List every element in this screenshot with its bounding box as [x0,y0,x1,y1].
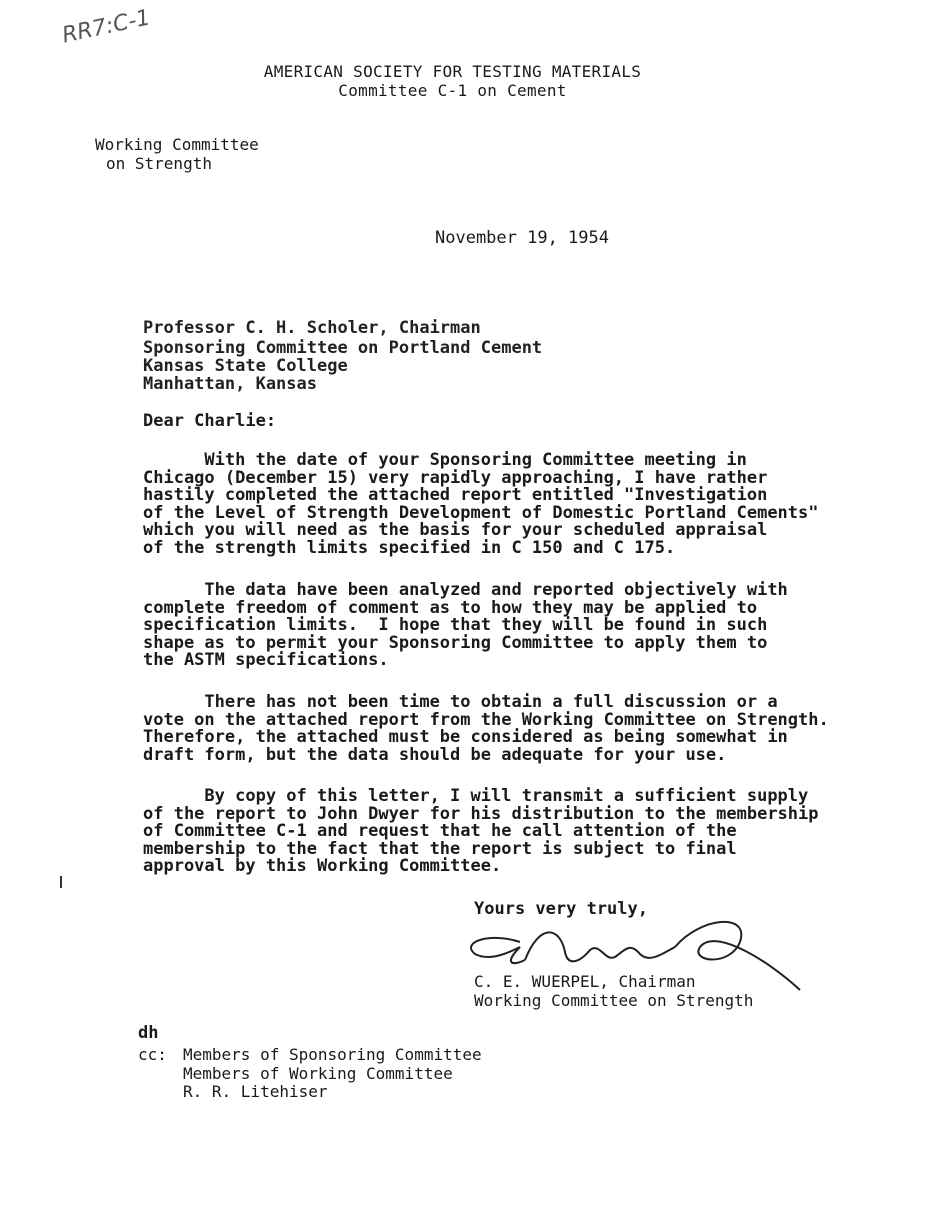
cc-recipient: R. R. Litehiser [183,1082,328,1101]
organization-name: AMERICAN SOCIETY FOR TESTING MATERIALS [263,62,642,81]
closing: Yours very truly, [474,899,648,919]
cc-recipient: Members of Sponsoring Committee [183,1045,482,1064]
signer-name: C. E. WUERPEL, Chairman [474,972,696,991]
committee-name: Committee C-1 on Cement [338,81,567,100]
recipient-line3: Kansas State College [143,356,348,376]
working-committee-line1: Working Committee [95,135,259,154]
recipient-line4: Manhattan, Kansas [143,374,317,394]
cc-label: cc: [138,1045,167,1064]
body-paragraph-1: With the date of your Sponsoring Committee meeting in Chicago (December 15) very rapidly approaching, I have rather hastily completed the attached report entitled "Investigation of the Level of Strength Development of Domestic Portland Cements" which you will need as the basis for your scheduled appraisal of the strength limits specified in C 150 and C 175. [143,450,819,558]
typist-initials: dh [138,1023,159,1043]
handwritten-annotation: RR7:C-1 [60,5,153,49]
signer-title: Working Committee on Strength [474,991,754,1010]
body-paragraph-4: By copy of this letter, I will transmit a sufficient supply of the report to John Dwyer for his distribution to the membership of Committee C-1 and request that he call attention of the membership to the fact that the report is subject to final approval by this Working Committee. [143,786,819,877]
letter-date: November 19, 1954 [435,228,609,248]
recipient-line2: Sponsoring Committee on Portland Cement [143,338,543,358]
body-paragraph-2: The data have been analyzed and reported objectively with complete freedom of comment as to how they may be applied to specification limits. I hope that they will be found in such shape as to permit your Sponsoring Committee to apply them to the ASTM specifications. [143,580,788,671]
stray-mark [60,876,62,888]
working-committee-line2: on Strength [106,154,212,173]
cc-recipient: Members of Working Committee [183,1064,453,1083]
salutation: Dear Charlie: [143,411,277,431]
body-paragraph-3: There has not been time to obtain a full discussion or a vote on the attached report from the Working Committee on Strength. Therefore, the attached must be considered as being somewhat in draft form, but the data should be adequate for your use. [143,692,829,765]
recipient-line1: Professor C. H. Scholer, Chairman [143,318,481,338]
